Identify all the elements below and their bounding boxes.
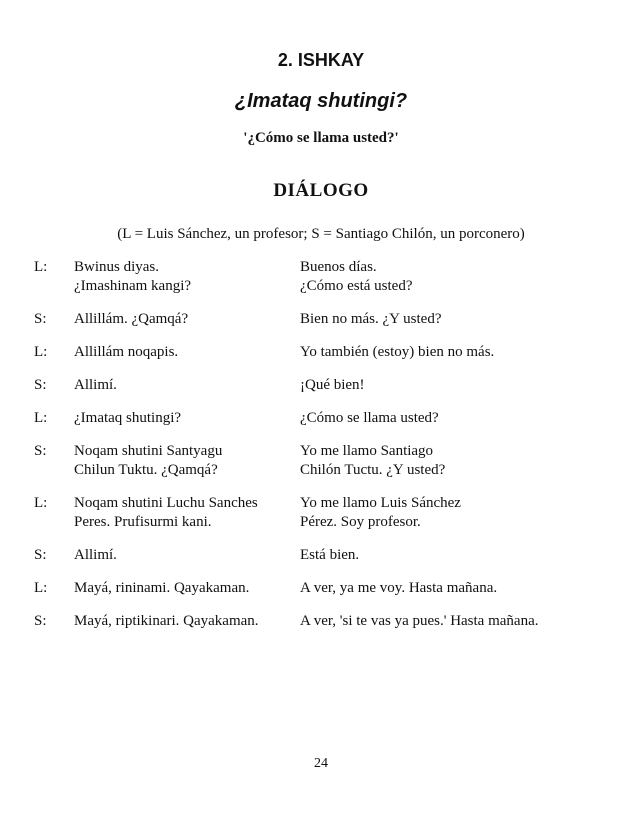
quechua-line: Mayá, rininami. Qayakaman. [74,580,250,596]
quechua-text [74,310,294,329]
speaker-label: L: [34,344,48,360]
dialogue-turn [34,409,614,428]
spanish-text [300,343,600,362]
spanish-text [300,442,600,480]
quechua-text [74,376,294,395]
subtitle-translation [0,130,638,147]
spanish-line: Pérez. Soy profesor. [300,514,421,530]
quechua-text [74,546,294,565]
spanish-line: ¿Cómo se llama usted? [300,410,439,426]
dialogue-turn [34,310,614,329]
spanish-line: A ver, ya me voy. Hasta mañana. [300,580,498,596]
quechua-text [74,442,294,480]
chapter-title-text: 2. ISHKAY [277,50,365,70]
quechua-text [74,343,294,362]
spanish-line: ¿Cómo está usted? [300,278,413,294]
participants-note [0,226,638,243]
quechua-line: Noqam shutini Santyagu [74,443,223,459]
spanish-line: Bien no más. ¿Y usted? [300,311,442,327]
subtitle-translation-text: '¿Cómo se llama usted?' [243,130,399,146]
quechua-line: Peres. Prufisurmi kani. [74,514,212,530]
quechua-line: Allillám noqapis. [74,344,179,360]
lesson-subtitle [0,90,638,113]
spanish-text [300,612,600,631]
quechua-line: Allimí. [74,377,117,393]
quechua-line: Allimí. [74,547,117,563]
spanish-text [300,546,600,565]
speaker-label: L: [34,580,48,596]
quechua-line: Chilun Tuktu. ¿Qamqá? [74,462,218,478]
page-number-text: 24 [314,756,328,771]
quechua-line: ¿Imataq shutingi? [74,410,182,426]
spanish-line: Yo también (estoy) bien no más. [300,344,495,360]
speaker-label: L: [34,259,48,275]
quechua-line: Bwinus diyas. [74,259,160,275]
quechua-text [74,258,294,296]
lesson-subtitle-text: ¿Imataq shutingi? [234,90,408,112]
speaker-label: L: [34,410,48,426]
quechua-text [74,612,294,631]
quechua-text [74,409,294,428]
section-heading-text: DIÁLOGO [273,180,369,201]
participants-note-text: (L = Luis Sánchez, un profesor; S = Santiago Chilón, un porconero) [117,226,525,242]
spanish-text [300,409,600,428]
spanish-line: Chilón Tuctu. ¿Y usted? [300,462,446,478]
page-number [0,756,638,772]
speaker-label: S: [34,443,47,459]
quechua-line: ¿Imashinam kangi? [74,278,192,294]
dialogue-turn [34,343,614,362]
dialogue-turn [34,612,614,631]
spanish-text [300,310,600,329]
dialogue-turn [34,579,614,598]
speaker-label: S: [34,613,47,629]
dialogue-turn [34,546,614,565]
section-heading [0,180,638,202]
quechua-text [74,494,294,532]
speaker-label: S: [34,547,47,563]
quechua-line: Mayá, riptikinari. Qayakaman. [74,613,259,629]
speaker-label: S: [34,311,47,327]
spanish-line: Yo me llamo Luis Sánchez [300,495,461,511]
spanish-line: Yo me llamo Santiago [300,443,434,459]
quechua-line: Allillám. ¿Qamqá? [74,311,189,327]
spanish-text [300,579,600,598]
speaker-label: L: [34,495,48,511]
dialogue-list [34,258,614,645]
dialogue-turn [34,494,614,532]
spanish-line: ¡Qué bien! [300,377,365,393]
quechua-line: Noqam shutini Luchu Sanches [74,495,258,511]
dialogue-turn [34,376,614,395]
spanish-text [300,258,600,296]
spanish-text [300,494,600,532]
quechua-text [74,579,294,598]
chapter-title [0,50,638,71]
dialogue-turn [34,258,614,296]
spanish-line: Está bien. [300,547,360,563]
speaker-label: S: [34,377,47,393]
spanish-line: Buenos días. [300,259,377,275]
spanish-text [300,376,600,395]
spanish-line: A ver, 'si te vas ya pues.' Hasta mañana. [300,613,539,629]
dialogue-turn [34,442,614,480]
